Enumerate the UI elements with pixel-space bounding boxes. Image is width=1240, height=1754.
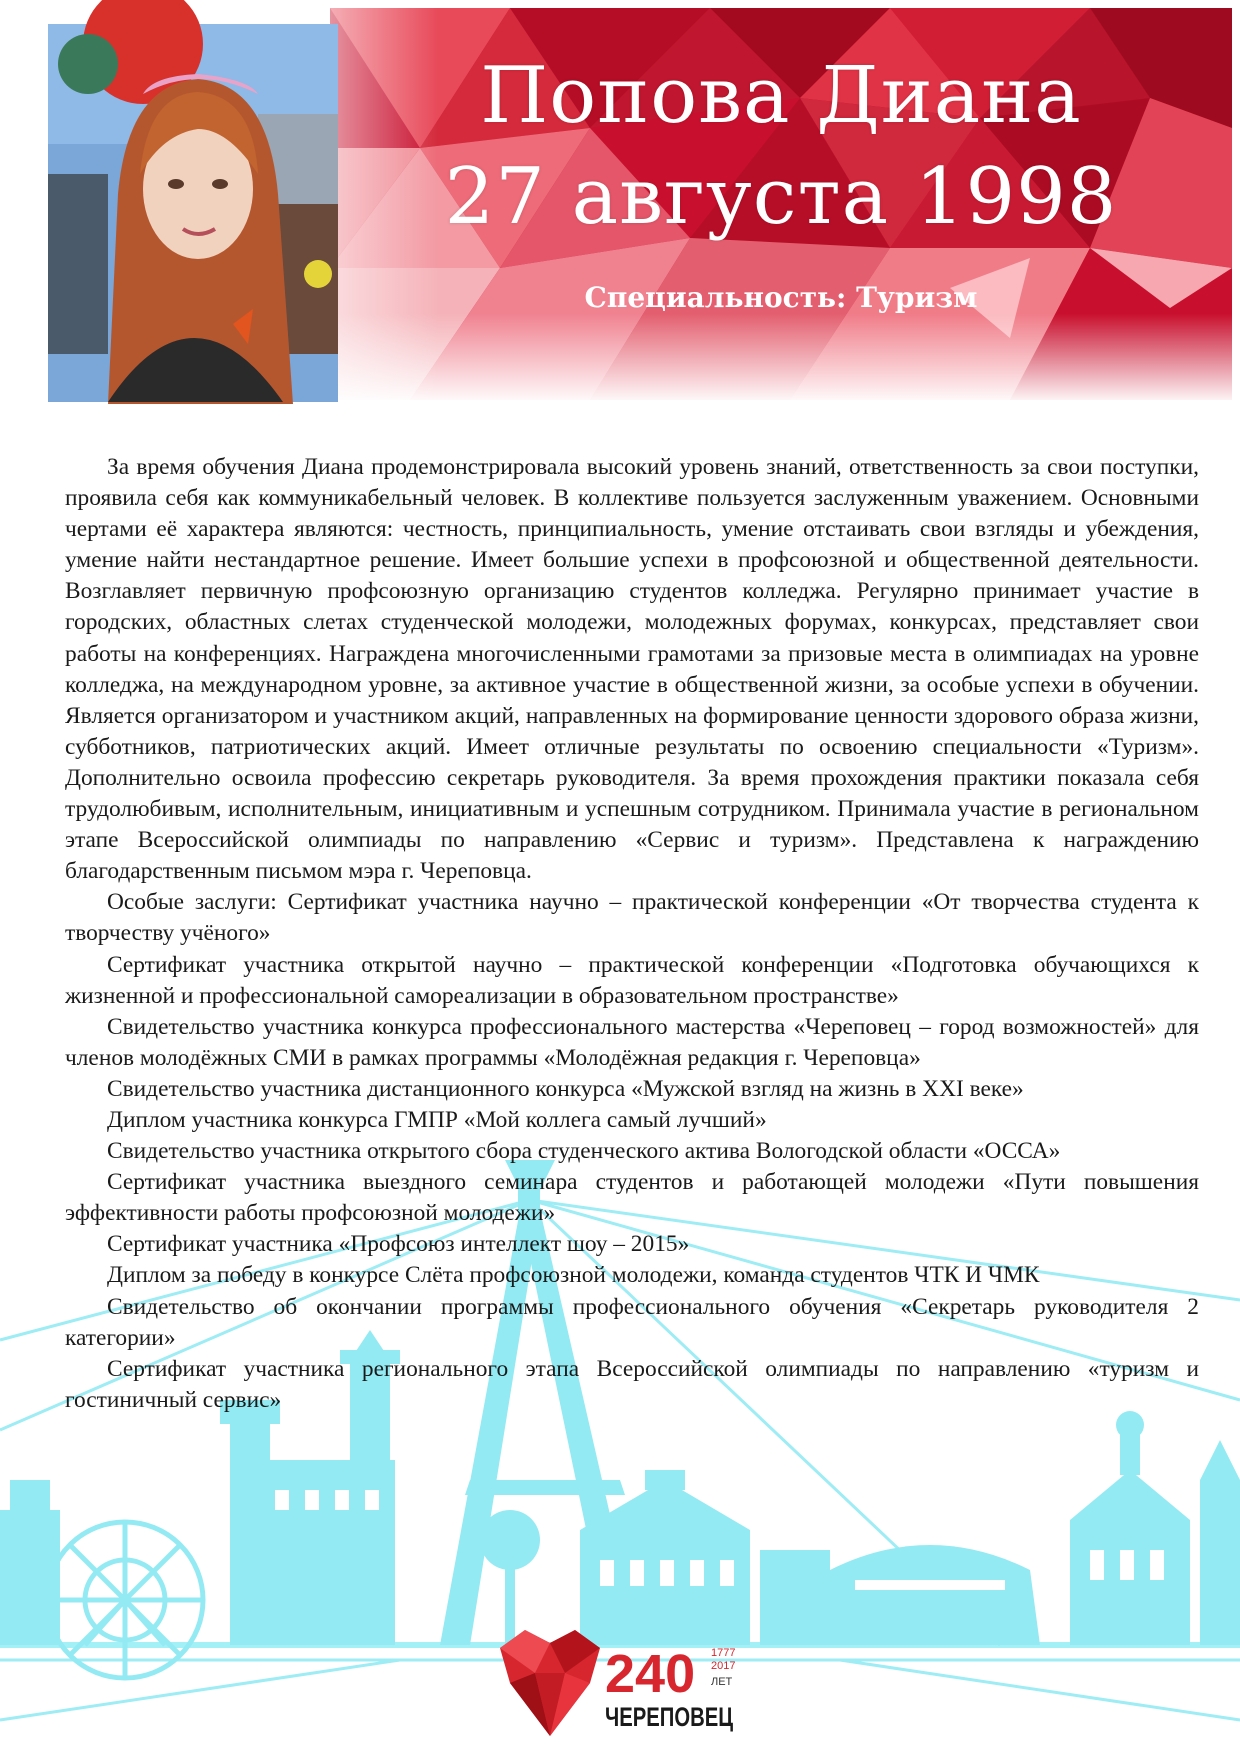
- achievement-item: Сертификат участника регионального этапа Всероссийской олимпиады по направлению «туризм и гостиничный сервис»: [65, 1355, 1199, 1413]
- birth-date: 27 августа 1998: [444, 152, 1118, 242]
- portrait-photo: [48, 24, 338, 402]
- heart-icon: [500, 1630, 600, 1736]
- achievement-item: Свидетельство участника открытого сбора студенческого актива Вологодской области «ОССА»: [107, 1138, 1061, 1165]
- cherepovets-240-logo: [495, 1628, 755, 1740]
- achievement-item: Диплом участника конкурса ГМПР «Мой коллега самый лучший»: [107, 1106, 767, 1133]
- achievement-item: Особые заслуги: Сертификат участника научно – практической конференции «От творчества студента к творчеству учёного»: [65, 889, 1199, 947]
- achievement-item: Сертификат участника «Профсоюз интеллект шоу – 2015»: [107, 1231, 690, 1258]
- achievement-item: Сертификат участника открытой научно – практической конференции «Подготовка обучающихся к жизненной и профессиональной самореализации в образовательном пространстве»: [65, 951, 1199, 1009]
- person-name: Попова Диана: [480, 51, 1082, 141]
- specialty: Специальность: Туризм: [584, 281, 978, 314]
- logo-city: ЧЕРЕПОВЕЦ: [605, 1702, 734, 1732]
- biography-paragraph: За время обучения Диана продемонстрировала высокий уровень знаний, ответственность за свои поступки, проявила себя как коммуникабельный человек. В коллективе пользуется заслуженным уважением. Основными чертами её характера являются: честность, принципиальность, умение отстаивать свои взгляды и убеждения, умение найти нестандартное решение. Имеет большие успехи в профсоюзной и общественной деятельности. Возглавляет первичную профсоюзную организацию студентов колледжа. Регулярно принимает участие в городских, областных слетах студенческой молодежи, молодежных форумах, конкурсах, представляет свои работы на конференциях. Награждена многочисленными грамотами за призовые места в олимпиадах на уровне колледжа, на международном уровне, за активное участие в общественной жизни, за особые успехи в обучении. Является организатором и участником акций, направленных на формирование ценности здорового образа жизни, субботников, патриотических акций. Имеет отличные результаты по освоению специальности «Туризм». Дополнительно освоила профессию секретарь руководителя. За время прохождения практики показала себя трудолюбивым, исполнительным, инициативным и успешным сотрудником. Принимала участие в региональном этапе Всероссийской олимпиады по направлению «Сервис и туризм». Представлена к награждению благодарственным письмом мэра г. Череповца.: [65, 454, 1199, 885]
- achievement-item: Свидетельство участника конкурса профессионального мастерства «Череповец – город возможностей» для членов молодёжных СМИ в рамках программы «Молодёжная редакция г. Череповца»: [65, 1013, 1199, 1071]
- logo-year-end: 2017: [711, 1660, 736, 1672]
- achievement-item: Диплом за победу в конкурсе Слёта профсоюзной молодежи, команда студентов ЧТК И ЧМК: [107, 1262, 1040, 1289]
- logo-year-start: 1777: [711, 1647, 736, 1659]
- logo-number: 240: [605, 1644, 696, 1704]
- achievement-item: Свидетельство об окончании программы профессионального обучения «Секретарь руководителя 2 категории»: [65, 1293, 1199, 1351]
- achievement-item: Сертификат участника выездного семинара студентов и работающей молодежи «Пути повышения эффективности работы профсоюзной молодежи»: [65, 1169, 1199, 1227]
- biography-text: [65, 452, 1199, 1416]
- achievement-item: Свидетельство участника дистанционного конкурса «Мужской взгляд на жизнь в XXI веке»: [107, 1075, 1024, 1102]
- logo-years-suffix: ЛЕТ: [711, 1676, 733, 1688]
